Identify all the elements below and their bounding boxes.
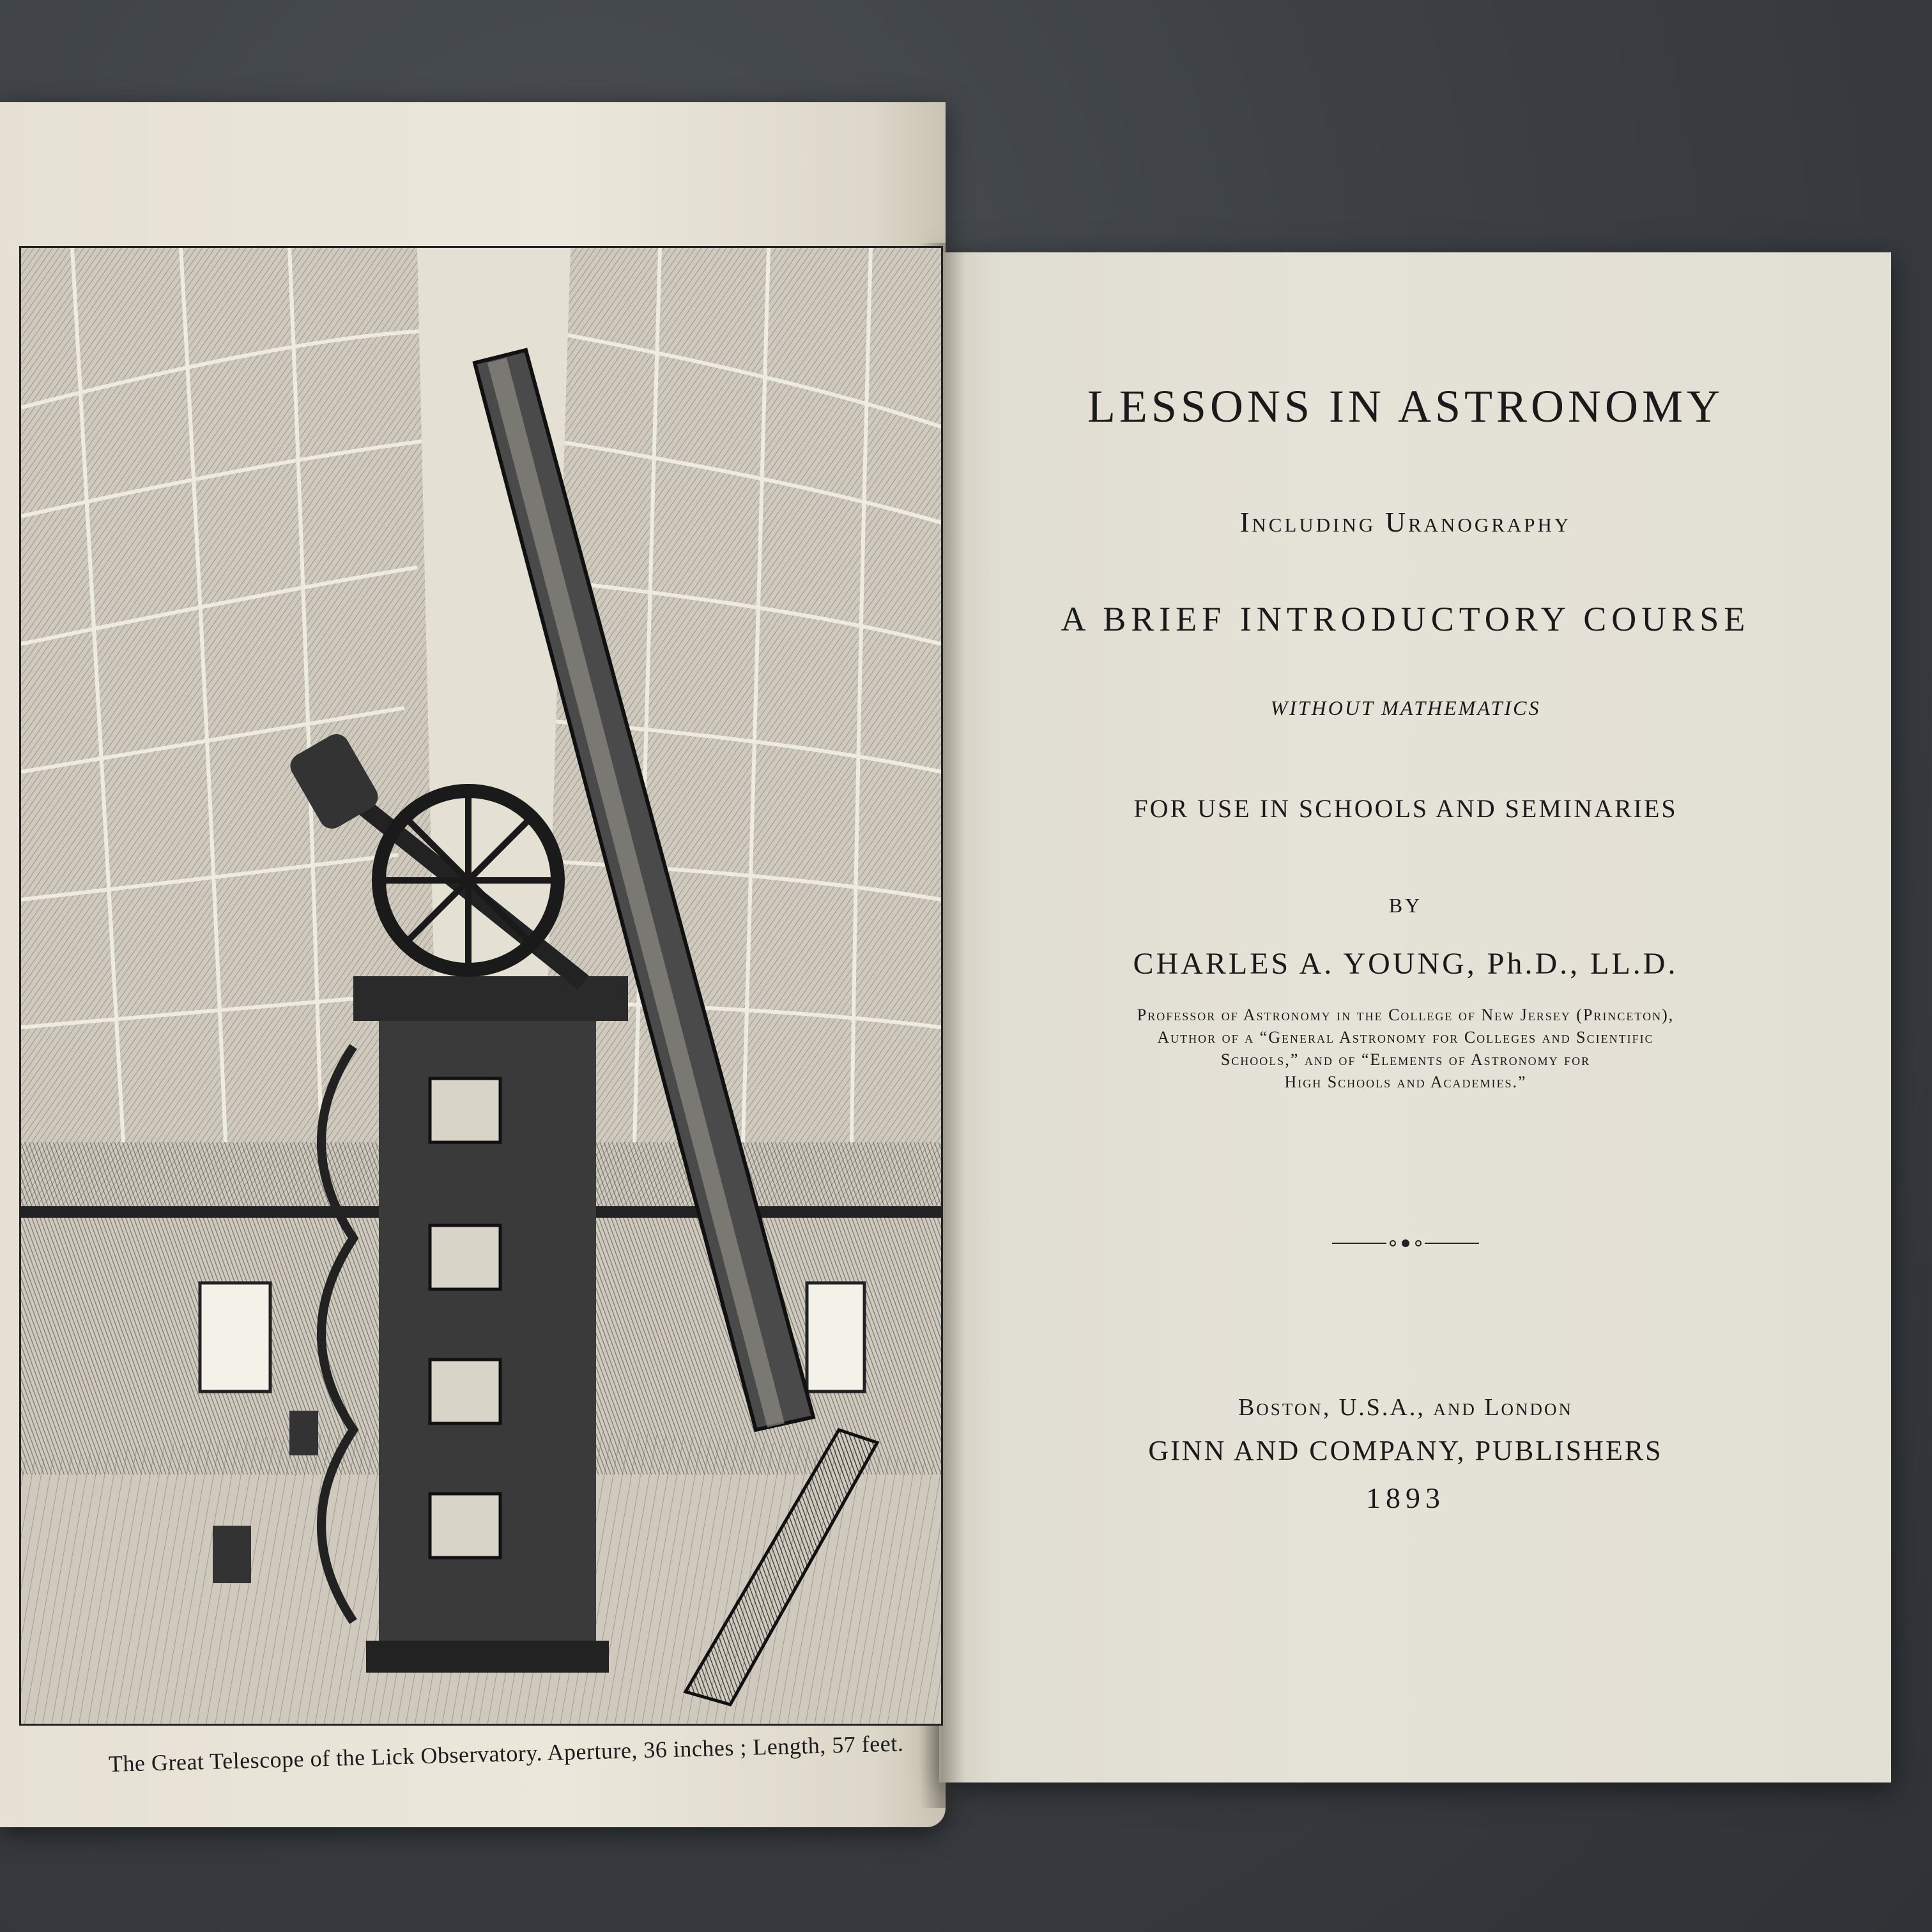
illustration-caption: The Great Telescope of the Lick Observatory. Aperture, 36 inches ; Length, 57 feet. — [108, 1730, 904, 1777]
author-affiliation — [946, 1004, 1866, 1093]
telescope-illustration — [21, 248, 941, 1724]
publication-year: 1893 — [1366, 1482, 1445, 1515]
publication-place: Boston, U.S.A., and London — [1238, 1394, 1574, 1422]
without-mathematics: WITHOUT MATHEMATICS — [1270, 696, 1541, 719]
title-page — [946, 383, 1866, 1515]
book-title: LESSONS IN ASTRONOMY — [1087, 381, 1724, 432]
author-name: CHARLES A. YOUNG, Ph.D., LL.D. — [1133, 947, 1678, 981]
by-line: BY — [1388, 894, 1423, 917]
affiliation-line: High Schools and Academies.” — [1284, 1073, 1527, 1092]
telescope-engraving — [19, 246, 943, 1726]
publisher: GINN AND COMPANY, PUBLISHERS — [1148, 1435, 1663, 1467]
book-subtitle: Including Uranography — [1239, 507, 1572, 538]
affiliation-line: Author of a “General Astronomy for Colleges and Scientific — [1157, 1028, 1654, 1047]
intended-use: FOR USE IN SCHOOLS AND SEMINARIES — [1133, 794, 1678, 823]
affiliation-line: Professor of Astronomy in the College of New Jersey (Princeton), — [1137, 1006, 1675, 1024]
course-description: A BRIEF INTRODUCTORY COURSE — [1061, 600, 1751, 638]
ornament-divider — [1332, 1234, 1479, 1253]
affiliation-line: Schools,” and of “Elements of Astronomy for — [1220, 1050, 1591, 1070]
